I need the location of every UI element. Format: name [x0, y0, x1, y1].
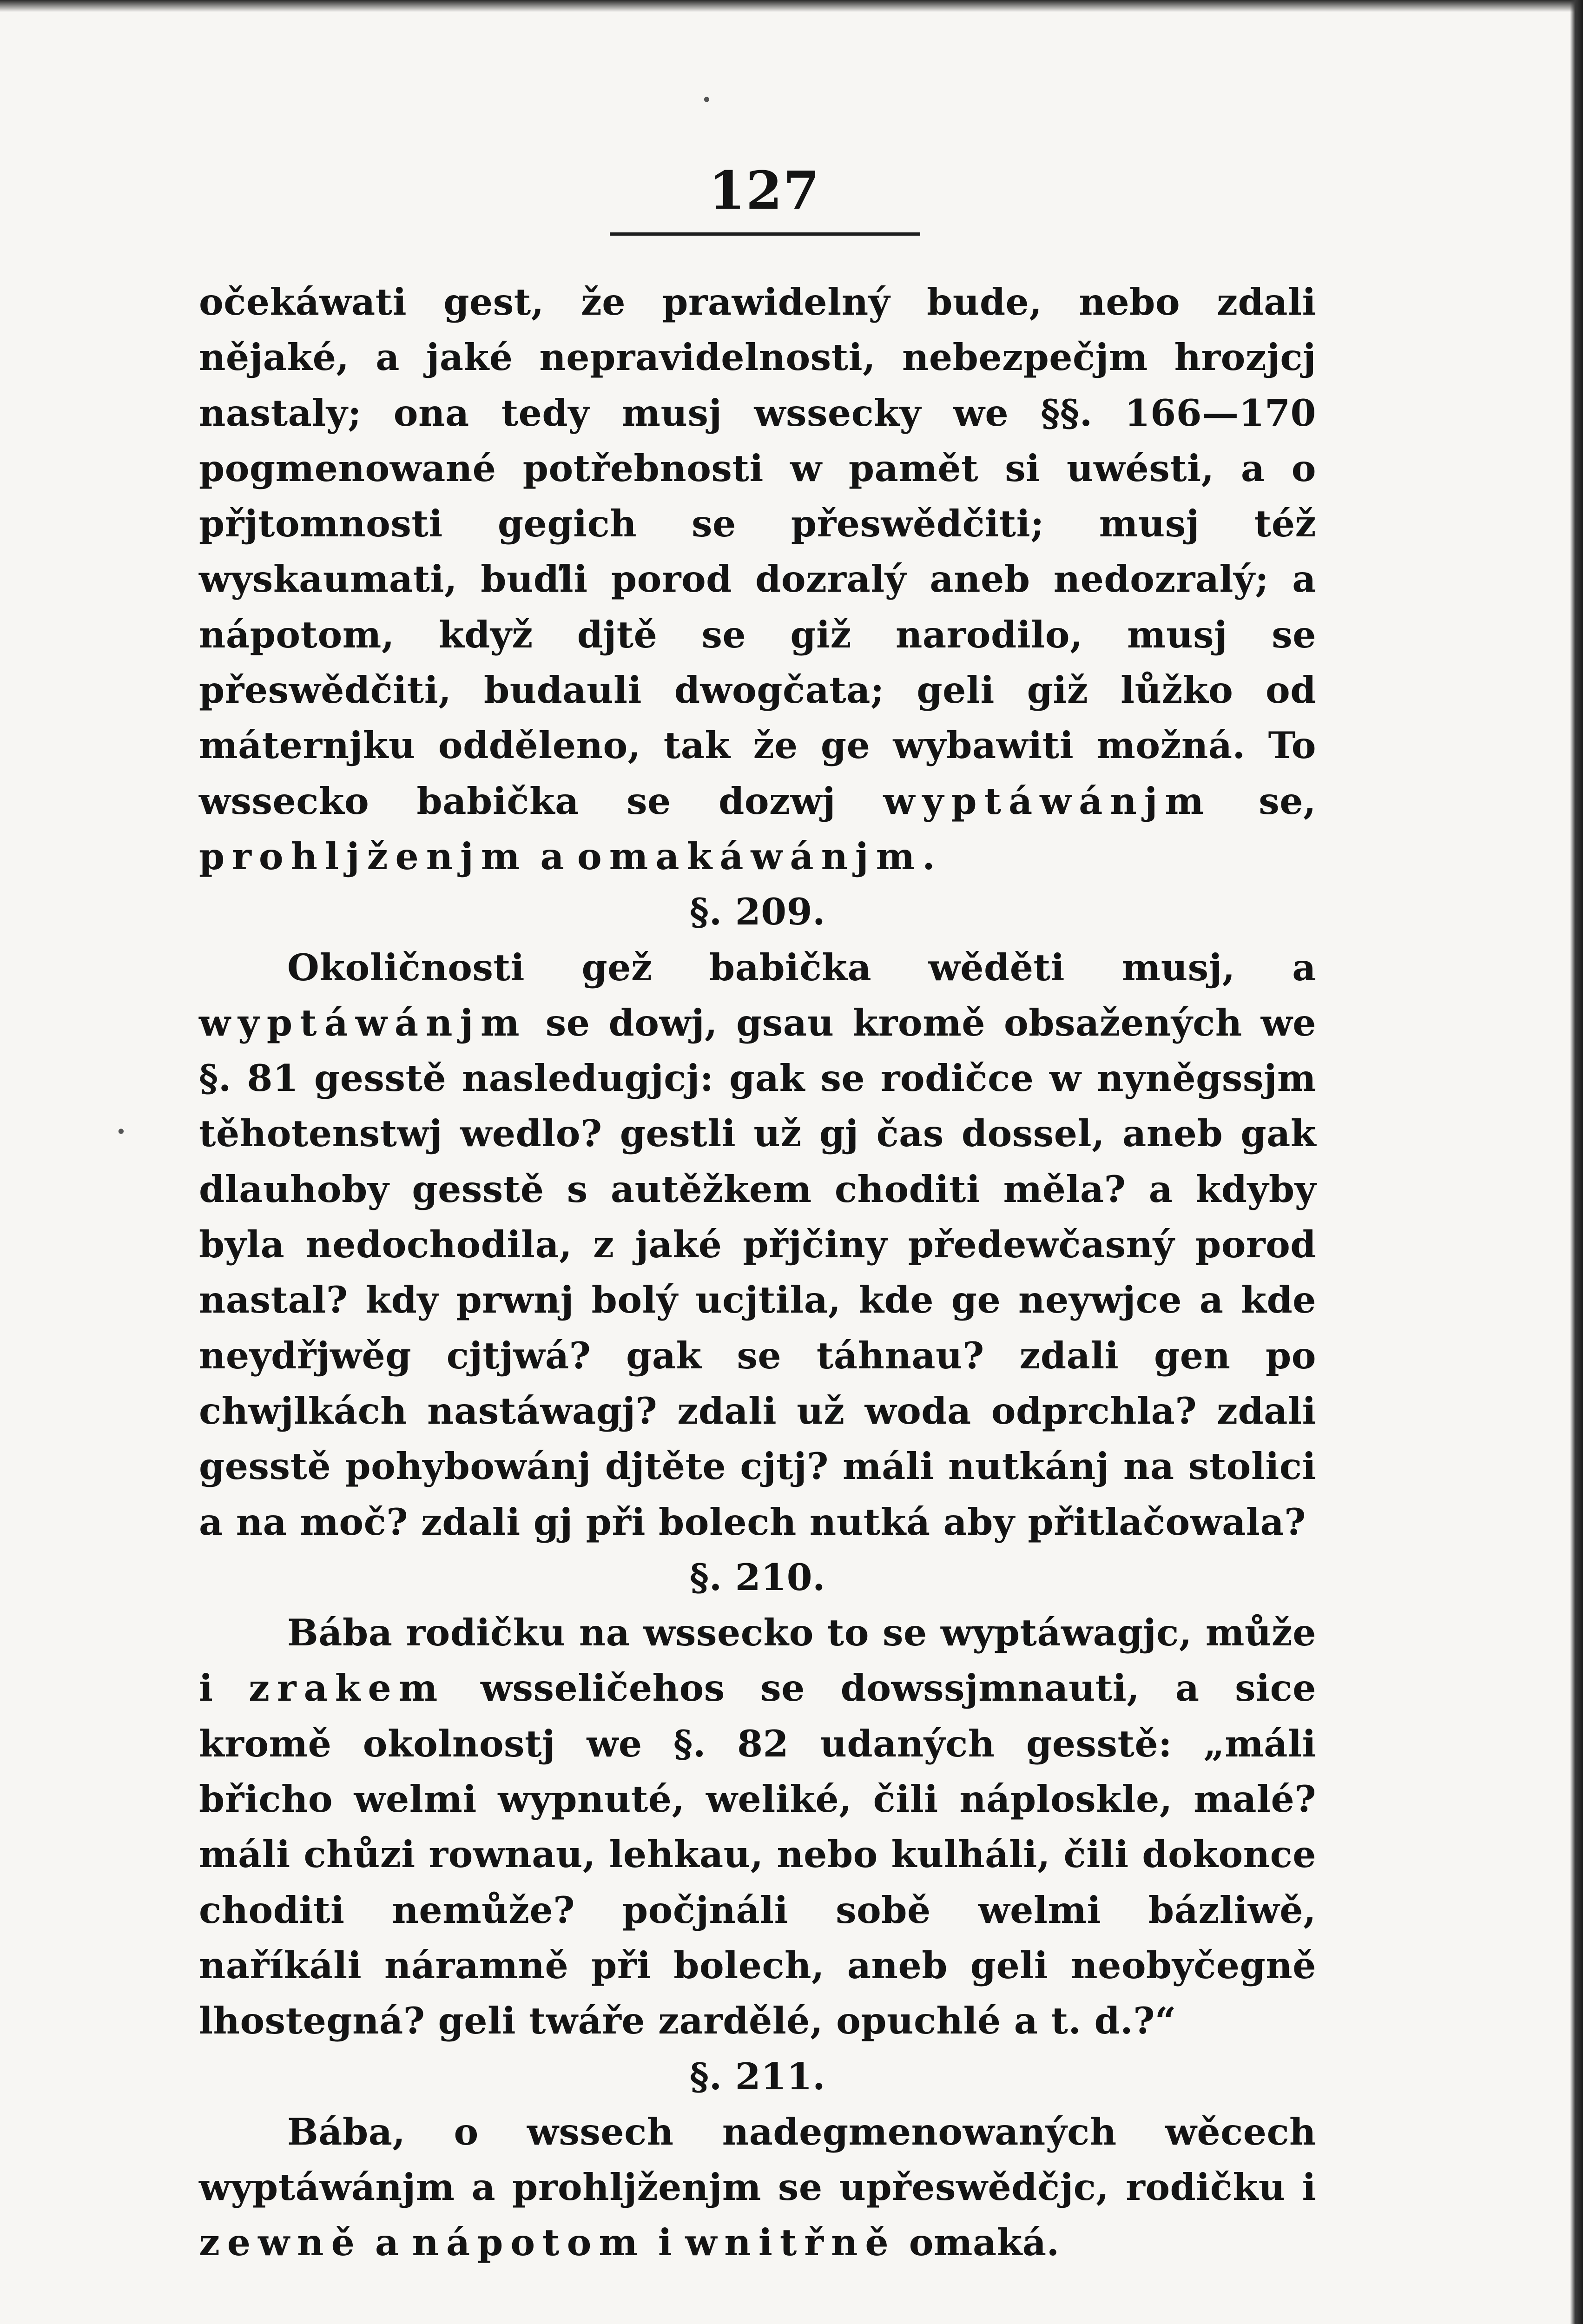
paragraph	[199, 1605, 1316, 2048]
text-run: .	[922, 834, 936, 878]
text-run: se dowj, gsau kromě obsažených we §. 81 gesstě nasledugjcj: gak se rodičce w nyněgssjm těhotenstwj wedlo? gestli už gj čas dossel, aneb gak dlauhoby gesstě s autěžkem choditi měla? a kdyby byla nedochodila, z jaké přjčiny předewčasný porod nastal? kdy prwnj bolý ucjtila, kde ge neywjce a kde neydřjwěg cjtjwá? gak se táhnau? zdali gen po chwjlkách nastáwagj? zdali už woda odprchla? zdali gesstě pohybowánj djtěte cjtj? máli nutkánj na stolici a na moč? zdali gj při bolech nutká aby přitlačowala?	[199, 1001, 1316, 1544]
text-run: i	[645, 2221, 686, 2265]
section-heading: §. 210.	[689, 1555, 826, 1599]
paragraph	[199, 2104, 1316, 2271]
emphasized-term: zewně	[199, 2221, 362, 2265]
page-edge-shadow-top	[0, 0, 1583, 12]
page-number: 127	[709, 160, 820, 221]
header-rule	[610, 232, 920, 236]
text-run: se,	[1211, 779, 1317, 823]
text-run: omaká.	[896, 2221, 1060, 2265]
text-run: Bába, o wssech nadegmenowaných wěcech wyptáwánjm a prohljženjm se upřeswědčjc, rodičku i	[199, 2110, 1316, 2209]
paragraph	[199, 940, 1316, 1550]
text-run: a	[527, 834, 578, 878]
text-run: a	[362, 2221, 412, 2265]
section-heading: §. 211.	[689, 2054, 826, 2098]
section-heading: §. 209.	[689, 890, 826, 934]
body-text	[199, 274, 1316, 2271]
paragraph	[199, 274, 1316, 884]
text-run: wsseličehos se dowssjmnauti, a sice kromě okolnostj we §. 82 udaných gesstě: „máli břicho welmi wypnuté, weliké, čili náploskle, malé? máli chůzi rownau, lehkau, nebo kulháli, čili dokonce choditi nemůže? počjnáli sobě welmi bázliwě, naříkáli náramně při bolech, aneb geli neobyčegně lhostegná? geli twáře zardělé, opuchlé a t. d.?“	[199, 1666, 1317, 2043]
emphasized-term: wyptáwánjm	[883, 779, 1211, 823]
page-edge-shadow-right	[1570, 0, 1583, 2324]
emphasized-term: prohljženjm	[199, 834, 528, 878]
emphasized-term: zrakem	[249, 1666, 445, 1710]
stray-mark: ·	[116, 1116, 126, 1148]
emphasized-term: omakáwánjm	[577, 834, 923, 878]
emphasized-term: wyptáwánjm	[199, 1001, 527, 1044]
text-run: Bába rodičku na wssecko to se wyptáwagjc, může i	[199, 1611, 1316, 1710]
emphasized-term: nápotom	[412, 2221, 645, 2265]
text-run: Okoličnosti gež babička wěděti musj, a	[287, 945, 1316, 989]
stray-mark: ·	[702, 84, 712, 116]
emphasized-term: wnitřně	[685, 2221, 896, 2265]
text-run: očekáwati gest, že prawidelný bude, nebo zdali nějaké, a jaké nepravidelnosti, nebezpečjm hrozjcj nastaly; ona tedy musj wssecky we §§. 166—170 pogmenowané potřebnosti w pamět si uwésti, a o přjtomnosti gegich se přeswědčiti; musj též wyskaumati, buďli porod dozralý aneb nedozralý; a nápotom, když djtě se giž narodilo, musj se přeswědčiti, budauli dwogčata; geli giž lůžko od máternjku odděleno, tak že ge wybawiti možná. To wssecko babička se dozwj	[199, 280, 1316, 823]
